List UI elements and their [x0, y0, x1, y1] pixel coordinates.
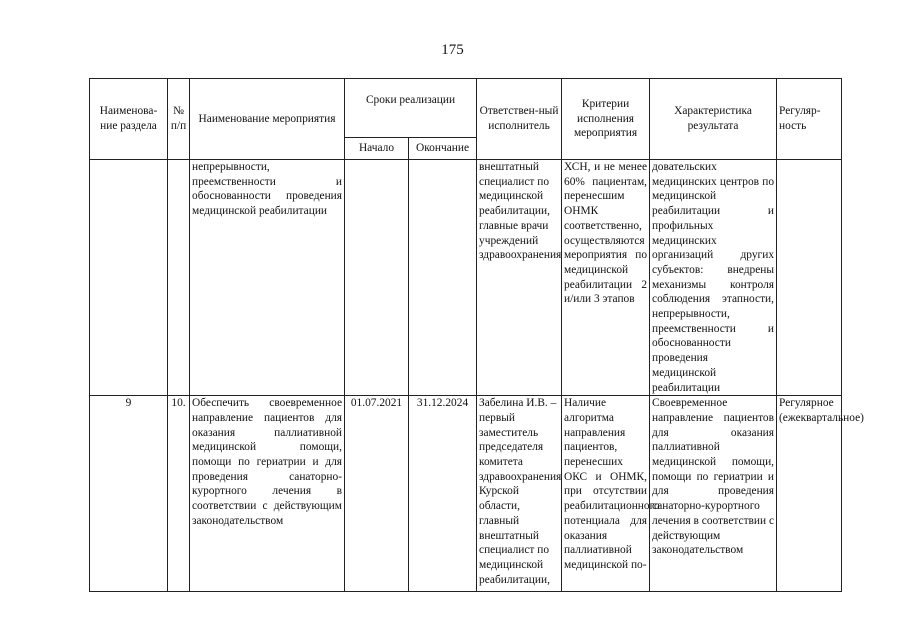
cell-result: довательских медицинских центров по медицинской реабилитации и профильных медицинских организаций других субъектов: внедрены механизмы контроля соблюдения этапности, непрерывности, преемственности и обоснованности проведения медицинской реабилитации — [650, 160, 777, 396]
cell-responsible: внештатный специалист по медицинской реабилитации, главные врачи учреждений здравоохранения — [477, 160, 562, 396]
table-row — [90, 396, 842, 592]
header-responsible: Ответствен-ный исполнитель — [477, 79, 562, 160]
header-section: Наименова-ние раздела — [90, 79, 168, 160]
cell-section — [90, 160, 168, 396]
header-criteria: Критерии исполнения мероприятия — [562, 79, 650, 160]
cell-result: Своевременное направление пациентов для оказания паллиативной медицинской помощи, помощи по гериатрии и для проведения санаторно-курортного лечения в соответствии с действующим законодательством — [650, 396, 777, 592]
cell-num — [168, 160, 190, 396]
table-row — [90, 160, 842, 396]
cell-start — [345, 160, 409, 396]
cell-event: непрерывности, преемственности и обоснованности проведения медицинской реабилитации — [190, 160, 345, 396]
header-num: № п/п — [168, 79, 190, 160]
header-end: Окончание — [409, 138, 477, 160]
cell-criteria: ХСН, и не менее 60% пациентам, перенесшим ОНМК соответственно, осуществляются мероприятия по медицинской реабилитации 2 и/или 3 этапов — [562, 160, 650, 396]
cell-regularity: Регулярное (ежеквартальное) — [777, 396, 842, 592]
page-number: 175 — [441, 42, 464, 58]
cell-criteria: Наличие алгоритма направления пациентов, перенесших ОКС и ОНМК, при отсутствии реабилитационного потенциала для оказания паллиативной медицинской по- — [562, 396, 650, 592]
cell-responsible: Забелина И.В. – первый заместитель председателя комитета здравоохранения Курской области, главный внештатный специалист по медицинской реабилитации, — [477, 396, 562, 592]
header-start: Начало — [345, 138, 409, 160]
cell-end: 31.12.2024 — [409, 396, 477, 592]
cell-end — [409, 160, 477, 396]
cell-start: 01.07.2021 — [345, 396, 409, 592]
cell-num: 10. — [168, 396, 190, 592]
header-regularity: Регуляр-ность — [777, 79, 842, 160]
cell-event: Обеспечить своевременное направление пациентов для оказания паллиативной медицинской помощи, помощи по гериатрии и для проведения санаторно-курортного лечения в соответствии с действующим законодательством — [190, 396, 345, 592]
cell-section: 9 — [90, 396, 168, 592]
header-deadlines: Сроки реализации — [345, 79, 477, 138]
action-plan-table — [89, 78, 864, 592]
header-result: Характеристика результата — [650, 79, 777, 160]
header-row — [90, 79, 842, 138]
header-event: Наименование мероприятия — [190, 79, 345, 160]
cell-regularity — [777, 160, 842, 396]
